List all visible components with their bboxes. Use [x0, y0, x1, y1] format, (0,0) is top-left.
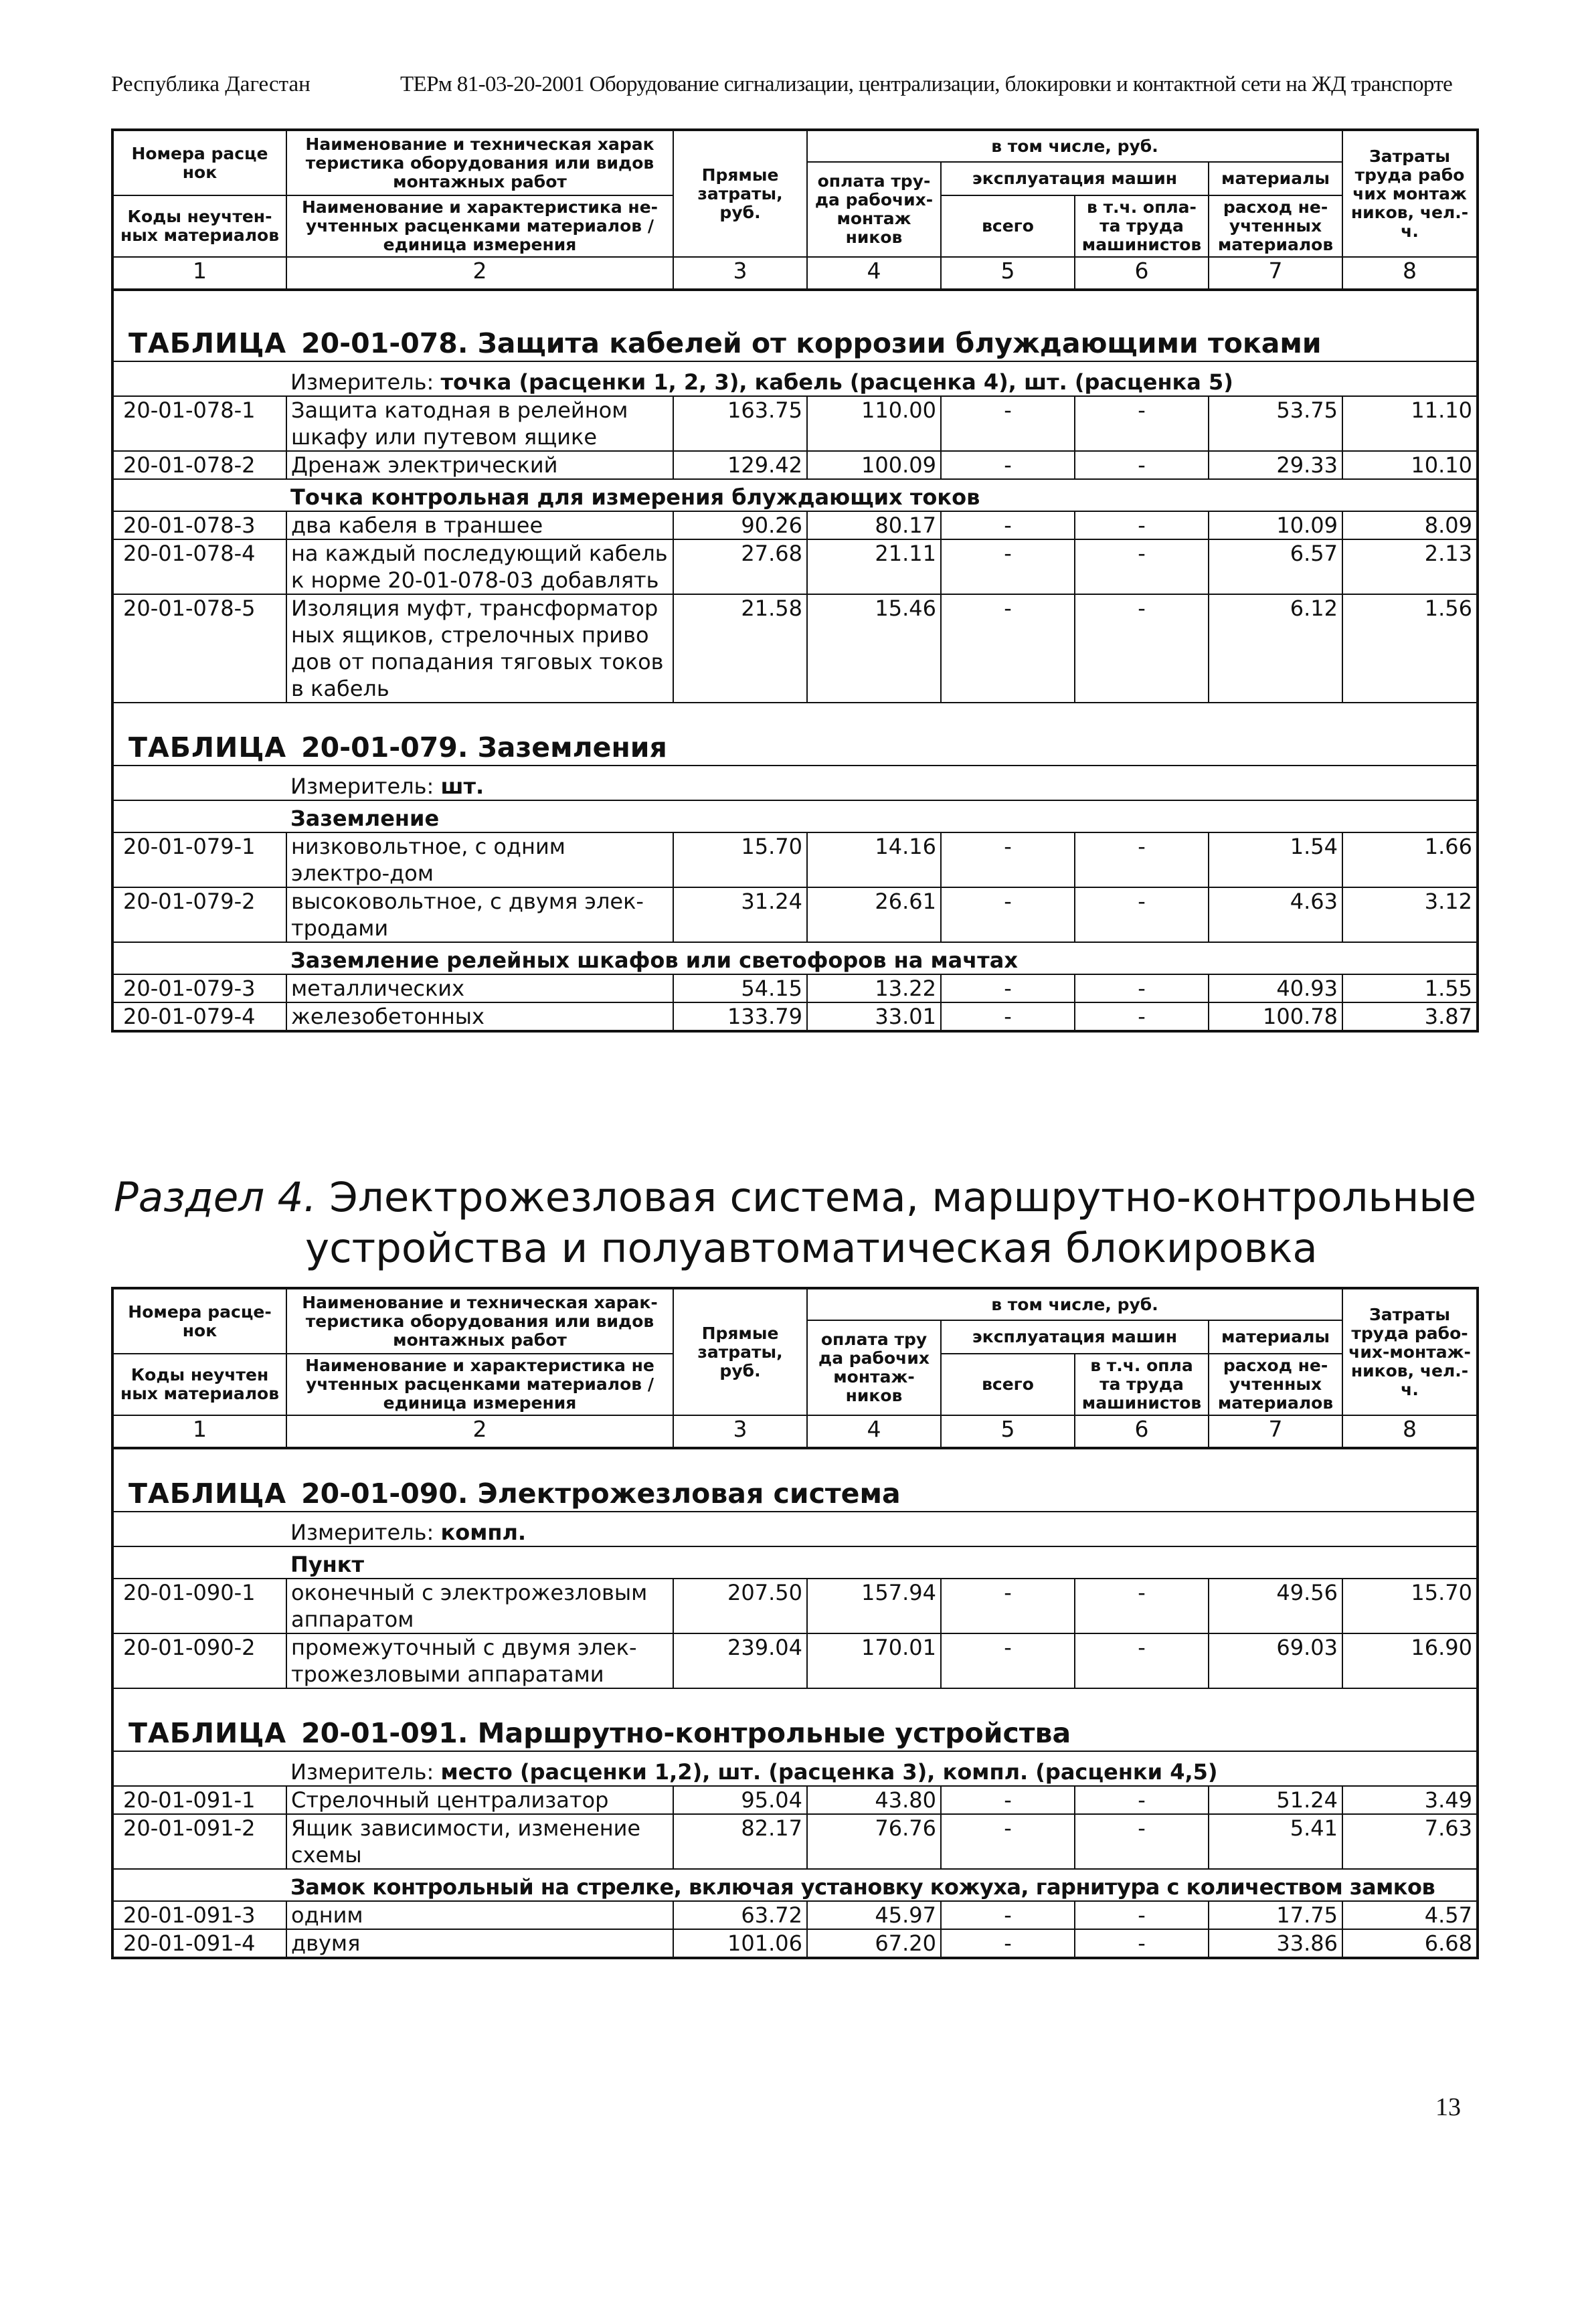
- rate-code: 20-01-091-1: [112, 1786, 286, 1814]
- machine-total: -: [941, 511, 1075, 539]
- rate-code: 20-01-090-2: [112, 1633, 286, 1688]
- header-work-name: Наименование и техническая харак теристика оборудования или видов монтажных работ: [286, 130, 673, 195]
- labor-hours: 11.10: [1342, 396, 1478, 451]
- labor-hours: 2.13: [1342, 539, 1478, 594]
- machinist-pay: -: [1075, 1929, 1209, 1958]
- rate-code: 20-01-079-1: [112, 832, 286, 887]
- materials-cost: 6.57: [1209, 539, 1342, 594]
- header-material-names: Наименование и характеристика не учтенных расценками материалов / единица измерения: [286, 1354, 673, 1415]
- table-row: [112, 974, 1478, 1002]
- worker-pay: 80.17: [807, 511, 941, 539]
- header-machine-operation: эксплуатация машин: [941, 1320, 1209, 1354]
- machinist-pay: -: [1075, 594, 1209, 703]
- column-numbers-row: [112, 1415, 1478, 1448]
- work-name: металлических: [286, 974, 673, 1002]
- work-name: промежуточный с двумя элек-трожезловыми аппаратами: [286, 1633, 673, 1688]
- section-title-line-2: устройства и полуавтоматическая блокировка: [305, 1225, 1318, 1272]
- table-title: 20-01-079. Заземления: [301, 731, 667, 764]
- machine-total: -: [941, 539, 1075, 594]
- worker-pay: 43.80: [807, 1786, 941, 1814]
- machinist-pay: -: [1075, 1814, 1209, 1869]
- column-number: 5: [941, 1415, 1075, 1448]
- header-direct-costs: Прямые затраты, руб.: [673, 1288, 807, 1415]
- header-rate-numbers: Номера расце нок: [112, 130, 286, 195]
- machinist-pay: -: [1075, 974, 1209, 1002]
- rates-table-2: [111, 1287, 1479, 1959]
- worker-pay: 33.01: [807, 1002, 941, 1031]
- worker-pay: 100.09: [807, 451, 941, 479]
- table-title-row: [112, 703, 1478, 766]
- column-number: 5: [941, 257, 1075, 290]
- column-number: 2: [286, 1415, 673, 1448]
- meter-value: точка (расценки 1, 2, 3), кабель (расценка 4), шт. (расценка 5): [440, 369, 1233, 395]
- labor-hours: 3.49: [1342, 1786, 1478, 1814]
- labor-hours: 1.66: [1342, 832, 1478, 887]
- machinist-pay: -: [1075, 1002, 1209, 1031]
- materials-cost: 40.93: [1209, 974, 1342, 1002]
- column-number: 8: [1342, 257, 1478, 290]
- machine-total: -: [941, 451, 1075, 479]
- machine-total: -: [941, 1786, 1075, 1814]
- machinist-pay: -: [1075, 396, 1209, 451]
- header-material-consumption: расход не-учтенных материалов: [1209, 1354, 1342, 1415]
- table-label: ТАБЛИЦА: [128, 1717, 287, 1749]
- materials-cost: 1.54: [1209, 832, 1342, 887]
- labor-hours: 3.87: [1342, 1002, 1478, 1031]
- work-name: Ящик зависимости, изменение схемы: [286, 1814, 673, 1869]
- work-name: высоковольтное, с двумя элек-тродами: [286, 887, 673, 942]
- work-name: Защита катодная в релейном шкафу или путевом ящике: [286, 396, 673, 451]
- group-heading: Заземление: [286, 800, 1478, 832]
- table-row: [112, 1929, 1478, 1958]
- materials-cost: 51.24: [1209, 1786, 1342, 1814]
- column-number: 1: [112, 257, 286, 290]
- work-name: одним: [286, 1901, 673, 1929]
- machine-total: -: [941, 594, 1075, 703]
- direct-cost: 129.42: [673, 451, 807, 479]
- header-materials: материалы: [1209, 1320, 1342, 1354]
- group-heading-row: [112, 800, 1478, 832]
- table-row: [112, 1786, 1478, 1814]
- meter-label: Измеритель:: [290, 369, 434, 395]
- section-label: Раздел 4.: [114, 1174, 317, 1221]
- machinist-pay: -: [1075, 887, 1209, 942]
- materials-cost: 33.86: [1209, 1929, 1342, 1958]
- direct-cost: 163.75: [673, 396, 807, 451]
- work-name: низковольтное, с одним электро-дом: [286, 832, 673, 887]
- rate-code: 20-01-079-4: [112, 1002, 286, 1031]
- machinist-pay: -: [1075, 1633, 1209, 1688]
- worker-pay: 26.61: [807, 887, 941, 942]
- table-title-row: [112, 1448, 1478, 1512]
- direct-cost: 54.15: [673, 974, 807, 1002]
- work-name: оконечный с электрожезловым аппаратом: [286, 1579, 673, 1633]
- table-row: [112, 1633, 1478, 1688]
- worker-pay: 110.00: [807, 396, 941, 451]
- header-material-consumption: расход не-учтенных материалов: [1209, 195, 1342, 257]
- column-number: 6: [1075, 257, 1209, 290]
- meter-value: шт.: [440, 774, 485, 799]
- column-number: 3: [673, 1415, 807, 1448]
- table-row: [112, 1814, 1478, 1869]
- group-heading: Заземление релейных шкафов или светофоров на мачтах: [286, 942, 1478, 974]
- materials-cost: 5.41: [1209, 1814, 1342, 1869]
- machine-total: -: [941, 396, 1075, 451]
- machinist-pay: -: [1075, 511, 1209, 539]
- header-direct-costs: Прямые затраты, руб.: [673, 130, 807, 257]
- labor-hours: 6.68: [1342, 1929, 1478, 1958]
- worker-pay: 157.94: [807, 1579, 941, 1633]
- labor-hours: 15.70: [1342, 1579, 1478, 1633]
- materials-cost: 49.56: [1209, 1579, 1342, 1633]
- direct-cost: 95.04: [673, 1786, 807, 1814]
- header-including: в том числе, руб.: [807, 130, 1342, 162]
- labor-hours: 4.57: [1342, 1901, 1478, 1929]
- table-row: [112, 594, 1478, 703]
- header-machine-total: всего: [941, 1354, 1075, 1415]
- table-row: [112, 1579, 1478, 1633]
- direct-cost: 90.26: [673, 511, 807, 539]
- machine-total: -: [941, 1633, 1075, 1688]
- meter-row: [112, 1512, 1478, 1546]
- group-heading-row: [112, 479, 1478, 511]
- header-labor-hours: Затраты труда рабо чих монтаж ников, чел.-ч.: [1342, 130, 1478, 257]
- labor-hours: 1.55: [1342, 974, 1478, 1002]
- materials-cost: 69.03: [1209, 1633, 1342, 1688]
- column-number: 7: [1209, 257, 1342, 290]
- header-including: в том числе, руб.: [807, 1288, 1342, 1320]
- table-title: 20-01-078. Защита кабелей от коррозии блуждающими токами: [301, 327, 1322, 359]
- rate-code: 20-01-078-2: [112, 451, 286, 479]
- table-label: ТАБЛИЦА: [128, 731, 287, 764]
- labor-hours: 10.10: [1342, 451, 1478, 479]
- direct-cost: 21.58: [673, 594, 807, 703]
- worker-pay: 67.20: [807, 1929, 941, 1958]
- machine-total: -: [941, 1579, 1075, 1633]
- column-number: 7: [1209, 1415, 1342, 1448]
- meter-row: [112, 361, 1478, 396]
- worker-pay: 45.97: [807, 1901, 941, 1929]
- table-row: [112, 887, 1478, 942]
- running-header: [111, 72, 1476, 106]
- table-row: [112, 396, 1478, 451]
- rate-code: 20-01-078-3: [112, 511, 286, 539]
- direct-cost: 15.70: [673, 832, 807, 887]
- machine-total: -: [941, 1901, 1075, 1929]
- meter-label: Измеритель:: [290, 1759, 434, 1785]
- header-material-names: Наименование и характеристика не-учтенных расценками материалов / единица измерения: [286, 195, 673, 257]
- group-heading-row: [112, 1546, 1478, 1579]
- header-materials: материалы: [1209, 162, 1342, 195]
- rate-code: 20-01-091-2: [112, 1814, 286, 1869]
- worker-pay: 76.76: [807, 1814, 941, 1869]
- work-name: Дренаж электрический: [286, 451, 673, 479]
- machinist-pay: -: [1075, 539, 1209, 594]
- column-number: 4: [807, 1415, 941, 1448]
- header-material-codes: Коды неучтен ных материалов: [112, 1354, 286, 1415]
- labor-hours: 7.63: [1342, 1814, 1478, 1869]
- rate-code: 20-01-078-4: [112, 539, 286, 594]
- column-number: 3: [673, 257, 807, 290]
- header-region: Республика Дагестан: [111, 72, 311, 96]
- table-label: ТАБЛИЦА: [128, 327, 287, 359]
- worker-pay: 14.16: [807, 832, 941, 887]
- labor-hours: 1.56: [1342, 594, 1478, 703]
- header-machinist-pay: в т.ч. опла та труда машинистов: [1075, 1354, 1209, 1415]
- meter-value: место (расценки 1,2), шт. (расценка 3), компл. (расценки 4,5): [440, 1759, 1218, 1785]
- table-title: 20-01-090. Электрожезловая система: [301, 1478, 901, 1510]
- materials-cost: 100.78: [1209, 1002, 1342, 1031]
- table-title-row: [112, 1688, 1478, 1751]
- column-number: 6: [1075, 1415, 1209, 1448]
- group-heading: Пункт: [286, 1546, 1478, 1579]
- header-document-title: ТЕРм 81-03-20-2001 Оборудование сигнализации, централизации, блокировки и контактной сети на ЖД транспорте: [400, 72, 1453, 96]
- section-title-line-1: Электрожезловая система, маршрутно-контрольные: [329, 1174, 1477, 1221]
- worker-pay: 13.22: [807, 974, 941, 1002]
- meter-value: компл.: [440, 1520, 527, 1545]
- machine-total: -: [941, 1814, 1075, 1869]
- table-row: [112, 511, 1478, 539]
- table-row: [112, 1901, 1478, 1929]
- machinist-pay: -: [1075, 1901, 1209, 1929]
- rate-code: 20-01-079-2: [112, 887, 286, 942]
- header-rate-numbers: Номера расце-нок: [112, 1288, 286, 1354]
- materials-cost: 17.75: [1209, 1901, 1342, 1929]
- rate-code: 20-01-091-3: [112, 1901, 286, 1929]
- header-work-name: Наименование и техническая харак-теристика оборудования или видов монтажных работ: [286, 1288, 673, 1354]
- column-number: 8: [1342, 1415, 1478, 1448]
- group-heading: Точка контрольная для измерения блуждающих токов: [286, 479, 1478, 511]
- machinist-pay: -: [1075, 1786, 1209, 1814]
- labor-hours: 16.90: [1342, 1633, 1478, 1688]
- header-worker-pay: оплата тру да рабочих монтаж-ников: [807, 1320, 941, 1415]
- header-machine-total: всего: [941, 195, 1075, 257]
- table-row: [112, 451, 1478, 479]
- machinist-pay: -: [1075, 1579, 1209, 1633]
- rate-code: 20-01-091-4: [112, 1929, 286, 1958]
- materials-cost: 29.33: [1209, 451, 1342, 479]
- worker-pay: 21.11: [807, 539, 941, 594]
- rate-code: 20-01-079-3: [112, 974, 286, 1002]
- meter-label: Измеритель:: [290, 774, 434, 799]
- work-name: железобетонных: [286, 1002, 673, 1031]
- labor-hours: 8.09: [1342, 511, 1478, 539]
- group-heading: Замок контрольный на стрелке, включая установку кожуха, гарнитура с количеством замков: [286, 1869, 1478, 1901]
- work-name: Стрелочный централизатор: [286, 1786, 673, 1814]
- direct-cost: 101.06: [673, 1929, 807, 1958]
- direct-cost: 133.79: [673, 1002, 807, 1031]
- worker-pay: 170.01: [807, 1633, 941, 1688]
- materials-cost: 6.12: [1209, 594, 1342, 703]
- direct-cost: 31.24: [673, 887, 807, 942]
- table-row: [112, 1002, 1478, 1031]
- machine-total: -: [941, 832, 1075, 887]
- machinist-pay: -: [1075, 451, 1209, 479]
- worker-pay: 15.46: [807, 594, 941, 703]
- work-name: два кабеля в траншее: [286, 511, 673, 539]
- header-material-codes: Коды неучтен-ных материалов: [112, 195, 286, 257]
- group-heading-row: [112, 1869, 1478, 1901]
- header-worker-pay: оплата тру-да рабочих-монтаж ников: [807, 162, 941, 257]
- group-heading-row: [112, 942, 1478, 974]
- work-name: Изоляция муфт, трансформатор ных ящиков, стрелочных приво дов от попадания тяговых токов в кабель: [286, 594, 673, 703]
- column-numbers-row: [112, 257, 1478, 290]
- column-number: 2: [286, 257, 673, 290]
- page-number: 13: [1435, 2093, 1461, 2121]
- header-machinist-pay: в т.ч. опла-та труда машинистов: [1075, 195, 1209, 257]
- work-name: двумя: [286, 1929, 673, 1958]
- table-row: [112, 539, 1478, 594]
- machine-total: -: [941, 887, 1075, 942]
- meter-row: [112, 1751, 1478, 1786]
- header-machine-operation: эксплуатация машин: [941, 162, 1209, 195]
- direct-cost: 82.17: [673, 1814, 807, 1869]
- work-name: на каждый последующий кабель к норме 20-01-078-03 добавлять: [286, 539, 673, 594]
- table-title: 20-01-091. Маршрутно-контрольные устройства: [301, 1717, 1071, 1749]
- direct-cost: 239.04: [673, 1633, 807, 1688]
- direct-cost: 207.50: [673, 1579, 807, 1633]
- column-number: 1: [112, 1415, 286, 1448]
- table-row: [112, 832, 1478, 887]
- machinist-pay: -: [1075, 832, 1209, 887]
- rate-code: 20-01-078-1: [112, 396, 286, 451]
- table-title-row: [112, 290, 1478, 361]
- column-number: 4: [807, 257, 941, 290]
- rates-table-1: [111, 128, 1479, 1033]
- section-heading: [114, 1172, 1479, 1274]
- header-labor-hours: Затраты труда рабо-чих-монтаж-ников, чел.-ч.: [1342, 1288, 1478, 1415]
- materials-cost: 53.75: [1209, 396, 1342, 451]
- meter-label: Измеритель:: [290, 1520, 434, 1545]
- meter-row: [112, 766, 1478, 800]
- materials-cost: 10.09: [1209, 511, 1342, 539]
- table-label: ТАБЛИЦА: [128, 1478, 287, 1510]
- machine-total: -: [941, 1929, 1075, 1958]
- machine-total: -: [941, 1002, 1075, 1031]
- rate-code: 20-01-090-1: [112, 1579, 286, 1633]
- direct-cost: 63.72: [673, 1901, 807, 1929]
- rate-code: 20-01-078-5: [112, 594, 286, 703]
- labor-hours: 3.12: [1342, 887, 1478, 942]
- materials-cost: 4.63: [1209, 887, 1342, 942]
- direct-cost: 27.68: [673, 539, 807, 594]
- machine-total: -: [941, 974, 1075, 1002]
